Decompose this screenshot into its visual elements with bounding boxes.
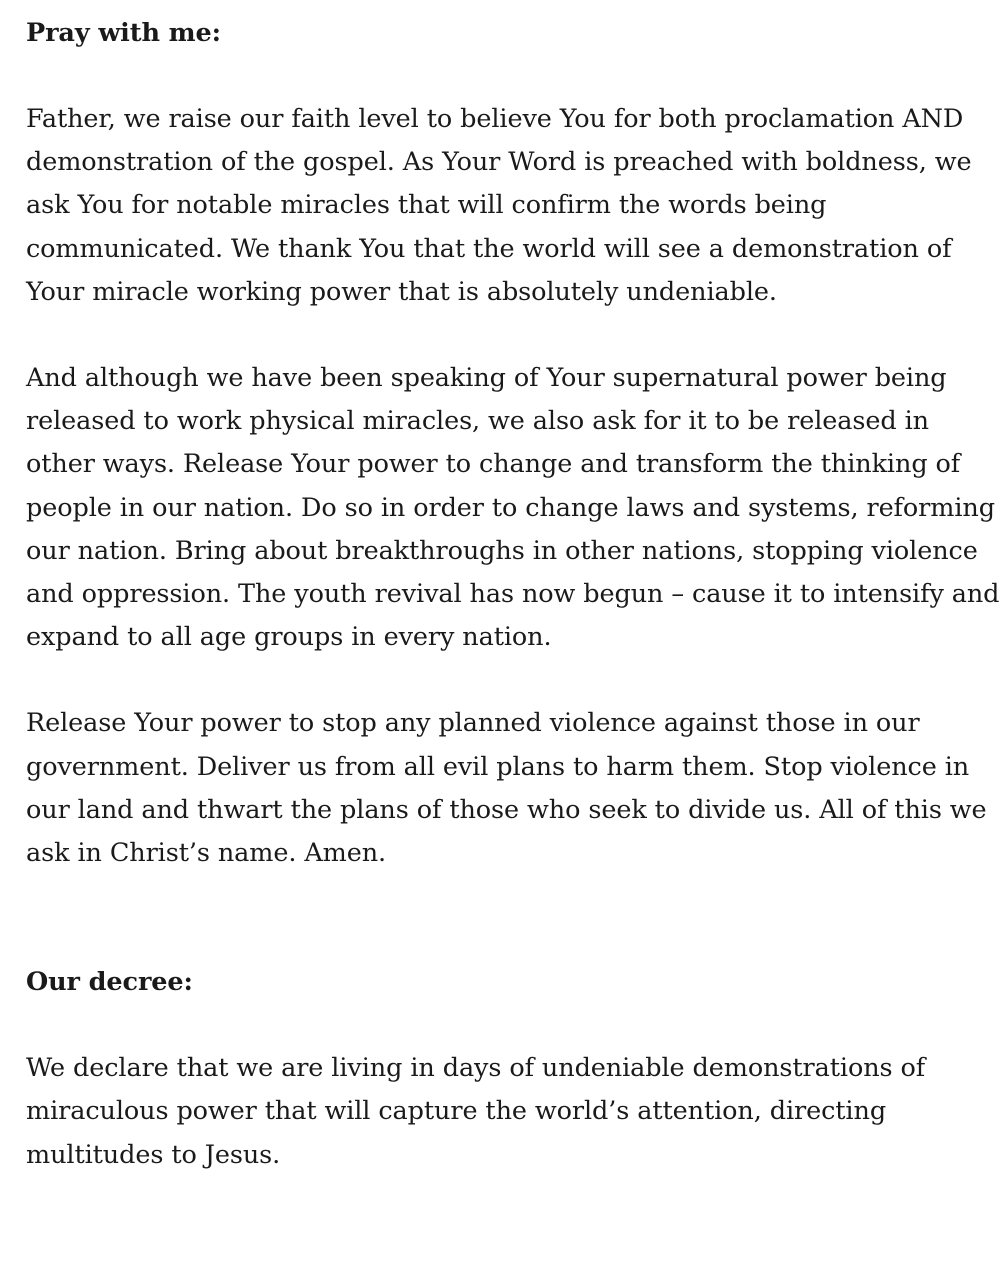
spacer	[26, 1004, 1001, 1047]
document-page	[26, 12, 1001, 1177]
spacer	[26, 659, 1001, 702]
decree-paragraph-1: We declare that we are living in days of undeniable demonstrations of miraculous power that will capture the world’s attention, directing multitudes to Jesus.	[26, 1053, 926, 1170]
spacer	[26, 55, 1001, 98]
spacer	[26, 875, 1001, 961]
prayer-heading: Pray with me:	[26, 18, 221, 48]
prayer-paragraph-3: Release Your power to stop any planned violence against those in our government. Deliver us from all evil plans to harm them. Stop violence in our land and thwart the plans of those who seek to divide us. All of this we ask in Christ’s name. Amen.	[26, 708, 987, 869]
prayer-paragraph-1: Father, we raise our faith level to believe You for both proclamation AND demonstration of the gospel. As Your Word is preached with boldness, we ask You for notable miracles that will confirm the words being communicated. We thank You that the world will see a demonstration of Your miracle working power that is absolutely undeniable.	[26, 104, 972, 307]
prayer-paragraph-2: And although we have been speaking of Your supernatural power being released to work physical miracles, we also ask for it to be released in other ways. Release Your power to change and transform the thinking of people in our nation. Do so in order to change laws and systems, reforming our nation. Bring about breakthroughs in other nations, stopping violence and oppression. The youth revival has now begun – cause it to intensify and expand to all age groups in every nation.	[26, 363, 1000, 653]
decree-heading: Our decree:	[26, 967, 193, 998]
spacer	[26, 314, 1001, 357]
